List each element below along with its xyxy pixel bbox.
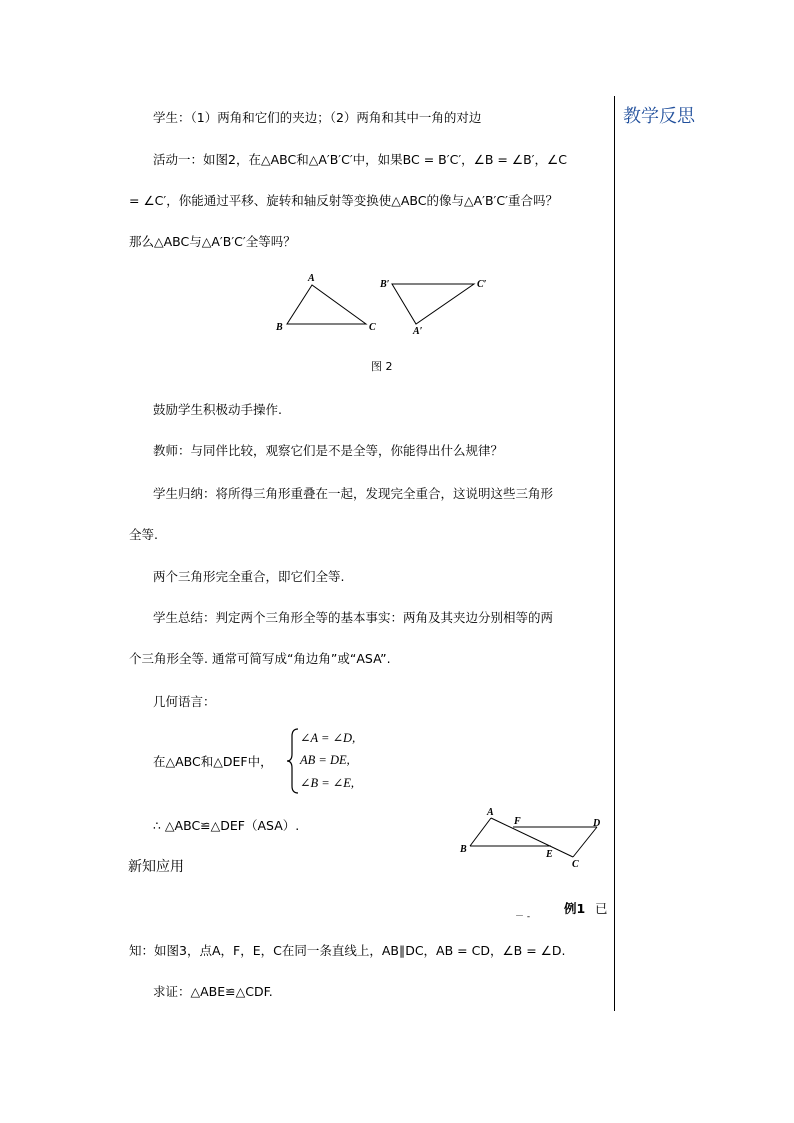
geometry-language: 几何语言： bbox=[153, 694, 216, 709]
figure-2-caption: 图 2 bbox=[371, 360, 393, 373]
segment-dc bbox=[573, 827, 597, 857]
in-triangles: 在△ABC和△DEF中， bbox=[153, 754, 273, 769]
encourage-line: 鼓励学生积极动手操作. bbox=[153, 402, 282, 417]
fig3-label-b: B bbox=[460, 844, 467, 855]
coincide-line: 两个三角形完全重合，即它们全等. bbox=[153, 569, 345, 584]
fig2-label-c1: C′ bbox=[477, 279, 487, 290]
teacher-line: 教师：与同伴比较，观察它们是不是全等，你能得出什么规律？ bbox=[153, 443, 504, 458]
fig3-label-a: A bbox=[487, 807, 494, 818]
activity-line-2: = ∠C′，你能通过平移、旋转和轴反射等变换使△ABC的像与△A′B′C′重合吗？ bbox=[129, 193, 558, 208]
prove-line: 求证：△ABE≌△CDF. bbox=[153, 984, 273, 999]
induce-line-1: 学生归纳：将所得三角形重叠在一起，发现完全重合，这说明这些三角形 bbox=[153, 486, 554, 501]
segment-ab bbox=[470, 818, 491, 846]
conclusion-line: ∴ △ABC≌△DEF（ASA）. bbox=[153, 818, 300, 833]
fig2-label-a1: A′ bbox=[413, 326, 423, 337]
condition-3: ∠B = ∠E, bbox=[300, 776, 355, 790]
example-yi: 已 bbox=[595, 901, 608, 916]
activity-line-3: 那么△ABC与△A′B′C′全等吗？ bbox=[129, 234, 296, 249]
fig3-label-e: E bbox=[546, 849, 553, 860]
example-label: 例1 bbox=[564, 901, 586, 916]
fig3-label-d: D bbox=[593, 818, 601, 829]
example-marks: － - bbox=[515, 912, 531, 922]
segment-ac bbox=[491, 818, 573, 857]
fig3-label-c: C bbox=[572, 859, 579, 870]
fig2-label-b1: B′ bbox=[380, 279, 390, 290]
fig2-label-b: B bbox=[276, 322, 283, 333]
student-answer: 学生：（1）两角和它们的夹边；（2）两角和其中一角的对边 bbox=[153, 110, 482, 125]
induce-line-2: 全等. bbox=[129, 527, 158, 542]
section-title: 新知应用 bbox=[128, 859, 184, 875]
activity-line-1: 活动一：如图2，在△ABC和△A′B′C′中，如果BC = B′C′，∠B = ∠B′，∠C bbox=[153, 152, 567, 167]
summary-line-2: 个三角形全等. 通常可简写成“角边角”或“ASA”. bbox=[129, 651, 391, 666]
fig2-label-c: C bbox=[369, 322, 376, 333]
condition-2: AB = DE, bbox=[300, 753, 350, 767]
sidebar-title: 教学反思 bbox=[623, 106, 695, 127]
fig2-label-a: A bbox=[308, 273, 315, 284]
fig3-label-f: F bbox=[514, 816, 521, 827]
example-body: 知：如图3，点A，F，E，C在同一条直线上，AB∥DC，AB = CD，∠B = ∠D. bbox=[129, 943, 566, 958]
condition-1: ∠A = ∠D, bbox=[300, 731, 356, 745]
summary-line-1: 学生总结：判定两个三角形全等的基本事实：两角及其夹边分别相等的两 bbox=[153, 610, 554, 625]
